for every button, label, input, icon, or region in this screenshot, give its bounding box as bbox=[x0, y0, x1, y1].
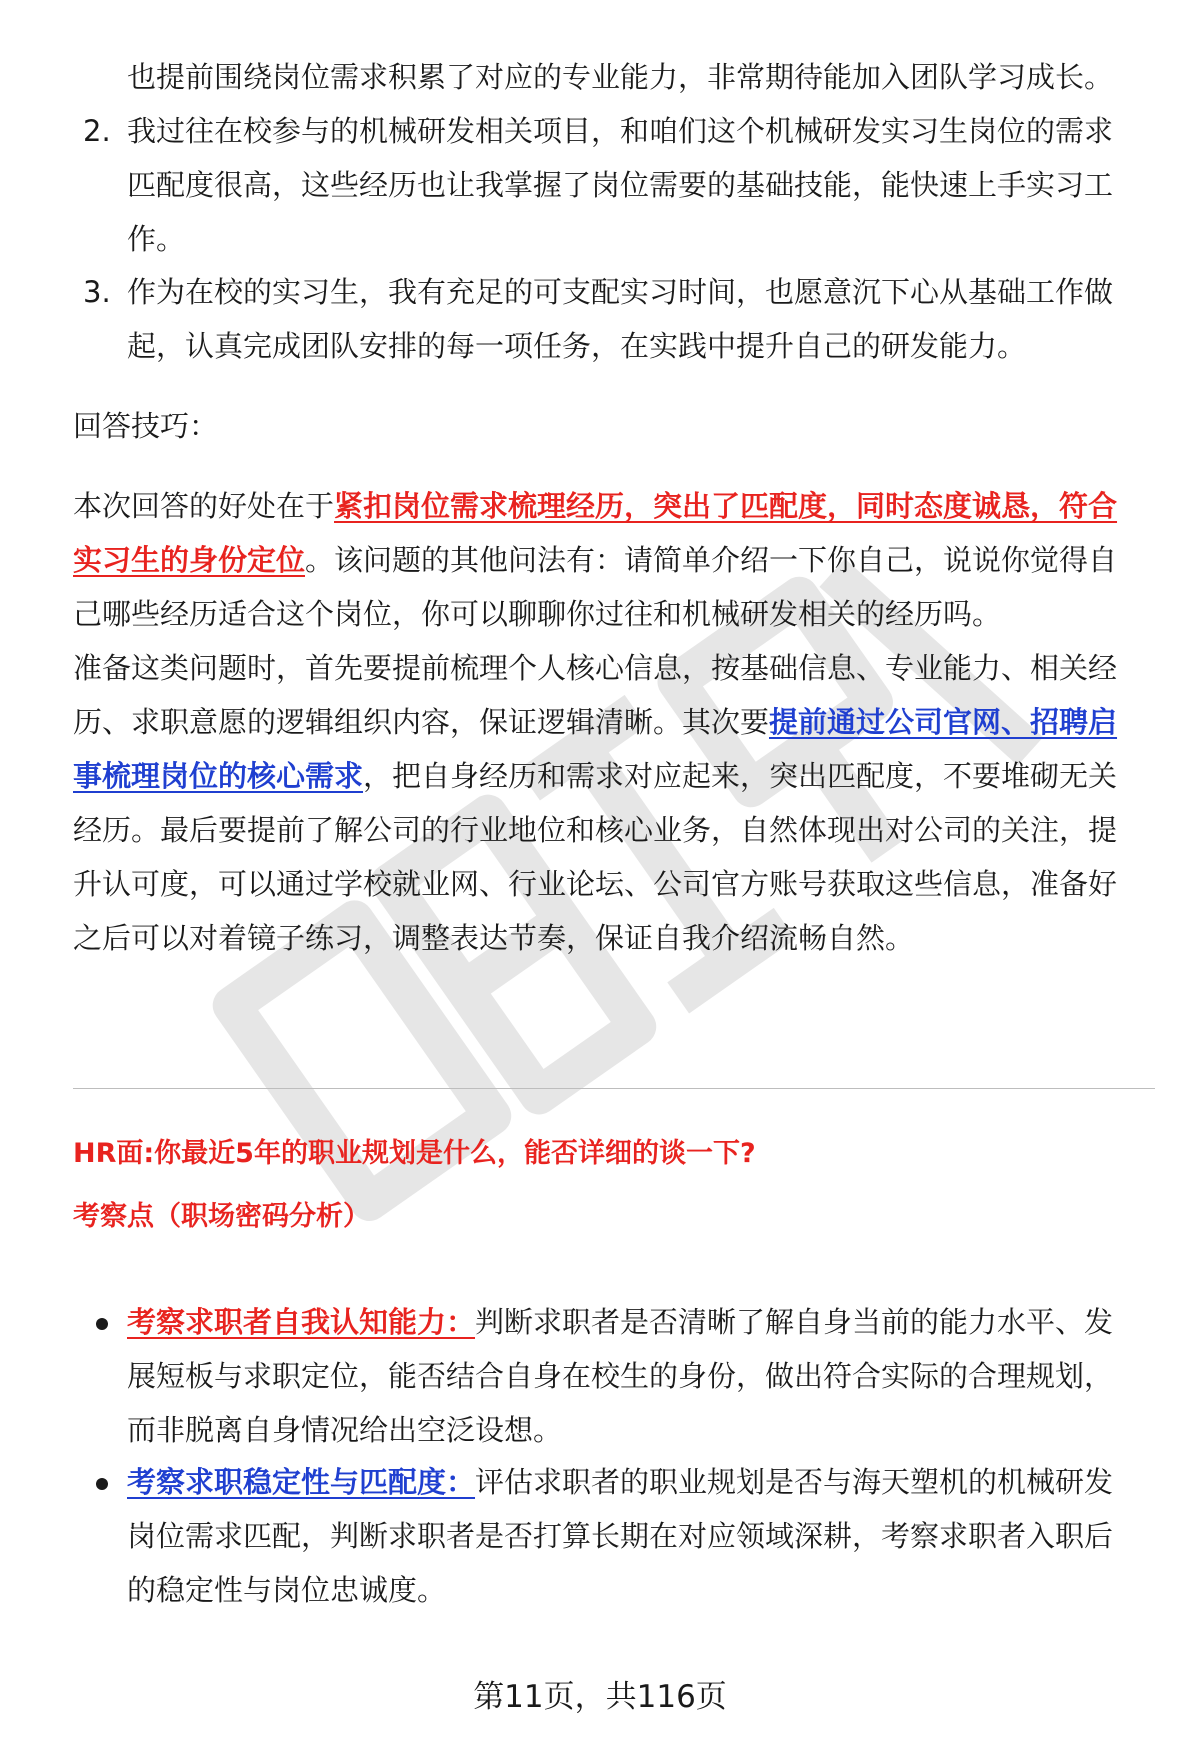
text-run: 历、求职意愿的逻辑组织内容，保证逻辑清晰。其次要 bbox=[73, 705, 770, 739]
intro-tail-text: 也提前围绕岗位需求积累了对应的专业能力，非常期待能加入团队学习成长。 bbox=[127, 60, 1114, 94]
para2-line4: 经历。最后要提前了解公司的行业地位和核心业务，自然体现出对公司的关注，提 bbox=[73, 813, 1118, 847]
list-item-line: 我过往在校参与的机械研发相关项目，和咱们这个机械研发实习生岗位的需求 bbox=[127, 114, 1114, 148]
para2-line2 bbox=[73, 692, 1153, 752]
text-run: 评估求职者的职业规划是否与海天塑机的机械研发 bbox=[475, 1465, 1114, 1499]
bullet-label-blue: 考察求职稳定性与匹配度： bbox=[127, 1465, 476, 1499]
para1-line1 bbox=[73, 476, 1153, 536]
para1-line3: 己哪些经历适合这个岗位，你可以聊聊你过往和机械研发相关的经历吗。 bbox=[73, 597, 1002, 631]
para2-line3 bbox=[73, 746, 1153, 806]
para1-line2 bbox=[73, 530, 1153, 590]
bullet-line: 展短板与求职定位，能否结合自身在校生的身份，做出符合实际的合理规划， bbox=[127, 1359, 1114, 1393]
para2-line6: 之后可以对着镜子练习，调整表达节奏，保证自我介绍流畅自然。 bbox=[73, 921, 915, 955]
para2-line5: 升认可度，可以通过学校就业网、行业论坛、公司官方账号获取这些信息，准备好 bbox=[73, 867, 1118, 901]
list-item-line: 作为在校的实习生，我有充足的可支配实习时间，也愿意沉下心从基础工作做 bbox=[127, 275, 1114, 309]
bullet-label-red: 考察求职者自我认知能力： bbox=[127, 1305, 476, 1339]
list-item-line: 作。 bbox=[127, 222, 186, 256]
highlight-red: 紧扣岗位需求梳理经历，突出了匹配度，同时态度诚恳，符合 bbox=[334, 489, 1118, 523]
text-run: ，把自身经历和需求对应起来，突出匹配度，不要堆砌无关 bbox=[363, 759, 1118, 793]
bullet-line: 而非脱离自身情况给出空泛设想。 bbox=[127, 1413, 563, 1447]
page-footer: 第11页，共116页 bbox=[473, 1679, 727, 1715]
list-number: 2. bbox=[83, 114, 111, 148]
bullet-line: 的稳定性与岗位忠诚度。 bbox=[127, 1573, 447, 1607]
bullet-dot-icon bbox=[96, 1318, 108, 1330]
bullet-dot-icon bbox=[96, 1478, 108, 1490]
highlight-blue: 事梳理岗位的核心需求 bbox=[73, 759, 364, 793]
list-number: 3. bbox=[83, 275, 111, 309]
list-item-line: 匹配度很高，这些经历也让我掌握了岗位需要的基础技能，能快速上手实习工 bbox=[127, 168, 1114, 202]
text-run: 判断求职者是否清晰了解自身当前的能力水平、发 bbox=[475, 1305, 1114, 1339]
highlight-blue: 提前通过公司官网、招聘启 bbox=[769, 705, 1118, 739]
tips-label: 回答技巧： bbox=[73, 409, 219, 443]
bullet-line bbox=[127, 1292, 1153, 1352]
analysis-title: 考察点（职场密码分析） bbox=[73, 1201, 370, 1232]
list-item-line: 起，认真完成团队安排的每一项任务，在实践中提升自己的研发能力。 bbox=[127, 329, 1027, 363]
highlight-red: 实习生的身份定位 bbox=[73, 543, 306, 577]
section-divider bbox=[73, 1088, 1155, 1089]
hr-question-heading: HR面:你最近5年的职业规划是什么，能否详细的谈一下? bbox=[73, 1138, 756, 1169]
bullet-line: 岗位需求匹配，判断求职者是否打算长期在对应领域深耕，考察求职者入职后 bbox=[127, 1519, 1114, 1553]
text-run: 。该问题的其他问法有：请简单介绍一下你自己，说说你觉得自 bbox=[305, 543, 1118, 577]
para2-line1: 准备这类问题时，首先要提前梳理个人核心信息，按基础信息、专业能力、相关经 bbox=[73, 651, 1118, 685]
text-run: 本次回答的好处在于 bbox=[73, 489, 335, 523]
bullet-line bbox=[127, 1452, 1153, 1512]
